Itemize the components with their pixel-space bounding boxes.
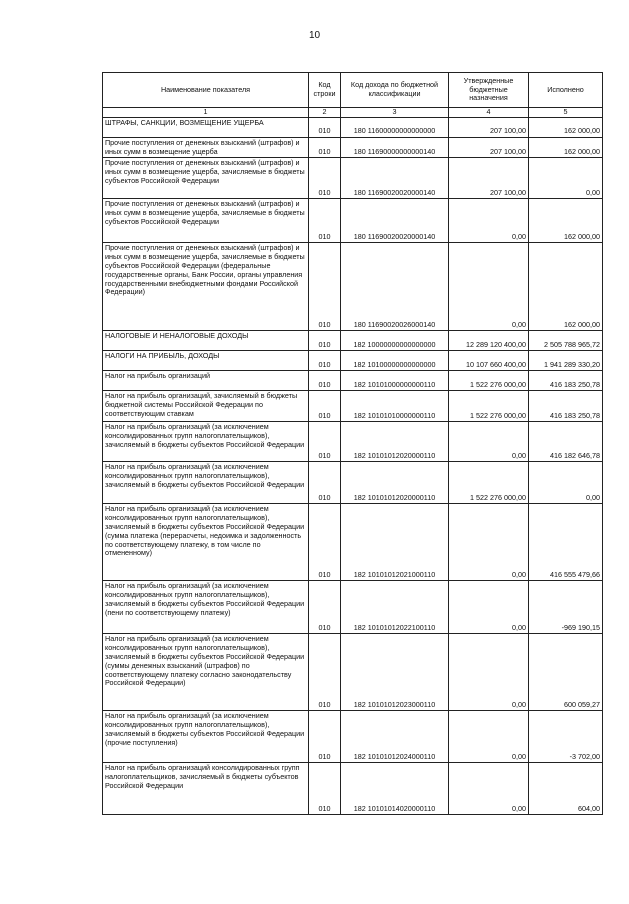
executed-amount-cell: 416 183 250,78 <box>529 371 603 391</box>
executed-amount-cell: 162 000,00 <box>529 137 603 158</box>
executed-amount-cell: 162 000,00 <box>529 117 603 137</box>
table-row <box>103 504 603 581</box>
row-code-cell: 010 <box>309 137 341 158</box>
header-budget-code: Код дохода по бюджетной классификации <box>341 73 449 108</box>
approved-amount-cell: 207 100,00 <box>449 117 529 137</box>
executed-amount-cell: -3 702,00 <box>529 711 603 763</box>
table-row <box>103 391 603 422</box>
approved-amount-cell: 0,00 <box>449 634 529 711</box>
row-code-cell: 010 <box>309 117 341 137</box>
row-code-cell: 010 <box>309 158 341 199</box>
budget-code-cell: 182 10101012021000110 <box>341 504 449 581</box>
row-code-cell: 010 <box>309 581 341 634</box>
table-row <box>103 763 603 815</box>
indicator-name-cell: Налог на прибыль организаций, зачисляемый в бюджеты бюджетной системы Российской Федерации по соответствующим ставкам <box>103 391 309 422</box>
indicator-name-cell: Налог на прибыль организаций (за исключением консолидированных групп налогоплательщиков), зачисляемый в бюджеты субъектов Российской Федерации <box>103 422 309 462</box>
budget-code-cell: 182 10101010000000110 <box>341 391 449 422</box>
indicator-name-cell: Налог на прибыль организаций (за исключением консолидированных групп налогоплательщиков), зачисляемый в бюджеты субъектов Российской Федерации <box>103 462 309 504</box>
approved-amount-cell: 0,00 <box>449 199 529 243</box>
budget-code-cell: 182 10101000000000110 <box>341 371 449 391</box>
budget-code-cell: 182 10101012024000110 <box>341 711 449 763</box>
executed-amount-cell: 162 000,00 <box>529 243 603 331</box>
indicator-name-cell: Прочие поступления от денежных взысканий (штрафов) и иных сумм в возмещение ущерба, зачисляемые в бюджеты субъектов Российской Федерации <box>103 158 309 199</box>
approved-amount-cell: 1 522 276 000,00 <box>449 371 529 391</box>
approved-amount-cell: 1 522 276 000,00 <box>449 391 529 422</box>
budget-code-cell: 180 11690020020000140 <box>341 158 449 199</box>
executed-amount-cell: 416 183 250,78 <box>529 391 603 422</box>
budget-code-cell: 182 10100000000000000 <box>341 351 449 371</box>
header-approved: Утвержденные бюджетные назначения <box>449 73 529 108</box>
column-number: 5 <box>529 108 603 118</box>
approved-amount-cell: 207 100,00 <box>449 137 529 158</box>
row-code-cell: 010 <box>309 391 341 422</box>
row-code-cell: 010 <box>309 634 341 711</box>
table-row <box>103 711 603 763</box>
indicator-name-cell: Налог на прибыль организаций (за исключением консолидированных групп налогоплательщиков), зачисляемый в бюджеты субъектов Российской Федерации (суммы денежных взысканий (штрафов) по соответствующему платежу согласно законодательству Российской Федерации) <box>103 634 309 711</box>
approved-amount-cell: 1 522 276 000,00 <box>449 462 529 504</box>
header-indicator-name: Наименование показателя <box>103 73 309 108</box>
column-numbers-row <box>103 108 603 118</box>
indicator-name-cell: Прочие поступления от денежных взысканий (штрафов) и иных сумм в возмещение ущерба <box>103 137 309 158</box>
executed-amount-cell: 162 000,00 <box>529 199 603 243</box>
column-number: 1 <box>103 108 309 118</box>
executed-amount-cell: -969 190,15 <box>529 581 603 634</box>
table-header-row <box>103 73 603 108</box>
budget-code-cell: 180 11690020026000140 <box>341 243 449 331</box>
indicator-name-cell: Прочие поступления от денежных взысканий (штрафов) и иных сумм в возмещение ущерба, зачисляемые в бюджеты субъектов Российской Федерации <box>103 199 309 243</box>
row-code-cell: 010 <box>309 763 341 815</box>
table-row <box>103 137 603 158</box>
executed-amount-cell: 0,00 <box>529 158 603 199</box>
indicator-name-cell: Налог на прибыль организаций (за исключением консолидированных групп налогоплательщиков), зачисляемый в бюджеты субъектов Российской Федерации (пени по соответствующему платежу) <box>103 581 309 634</box>
executed-amount-cell: 0,00 <box>529 462 603 504</box>
column-number: 4 <box>449 108 529 118</box>
executed-amount-cell: 416 555 479,66 <box>529 504 603 581</box>
approved-amount-cell: 0,00 <box>449 422 529 462</box>
budget-code-cell: 180 11600000000000000 <box>341 117 449 137</box>
approved-amount-cell: 0,00 <box>449 243 529 331</box>
row-code-cell: 010 <box>309 331 341 351</box>
budget-code-cell: 182 10101012020000110 <box>341 462 449 504</box>
table-row <box>103 199 603 243</box>
row-code-cell: 010 <box>309 422 341 462</box>
budget-code-cell: 180 11690000000000140 <box>341 137 449 158</box>
row-code-cell: 010 <box>309 711 341 763</box>
executed-amount-cell: 2 505 788 965,72 <box>529 331 603 351</box>
page-number: 10 <box>308 30 321 41</box>
table-row <box>103 371 603 391</box>
budget-code-cell: 182 10101012023000110 <box>341 634 449 711</box>
approved-amount-cell: 0,00 <box>449 763 529 815</box>
indicator-name-cell: НАЛОГИ НА ПРИБЫЛЬ, ДОХОДЫ <box>103 351 309 371</box>
header-executed: Исполнено <box>529 73 603 108</box>
budget-code-cell: 180 11690020020000140 <box>341 199 449 243</box>
row-code-cell: 010 <box>309 371 341 391</box>
approved-amount-cell: 0,00 <box>449 711 529 763</box>
column-number: 3 <box>341 108 449 118</box>
table-row <box>103 462 603 504</box>
table-row <box>103 351 603 371</box>
approved-amount-cell: 10 107 660 400,00 <box>449 351 529 371</box>
income-table <box>102 72 603 815</box>
table-row <box>103 634 603 711</box>
table-row <box>103 422 603 462</box>
row-code-cell: 010 <box>309 243 341 331</box>
budget-code-cell: 182 10101012020000110 <box>341 422 449 462</box>
row-code-cell: 010 <box>309 351 341 371</box>
budget-code-cell: 182 10000000000000000 <box>341 331 449 351</box>
table-row <box>103 243 603 331</box>
executed-amount-cell: 604,00 <box>529 763 603 815</box>
row-code-cell: 010 <box>309 504 341 581</box>
indicator-name-cell: Прочие поступления от денежных взысканий (штрафов) и иных сумм в возмещение ущерба, зачисляемые в бюджеты субъектов Российской Федерации (федеральные государственные органы, Банк России, органы управления государственными внебюджетными фондами Российской Федерации) <box>103 243 309 331</box>
table-row <box>103 117 603 137</box>
approved-amount-cell: 0,00 <box>449 504 529 581</box>
row-code-cell: 010 <box>309 462 341 504</box>
budget-code-cell: 182 10101012022100110 <box>341 581 449 634</box>
approved-amount-cell: 0,00 <box>449 581 529 634</box>
approved-amount-cell: 207 100,00 <box>449 158 529 199</box>
indicator-name-cell: Налог на прибыль организаций консолидированных групп налогоплательщиков, зачисляемый в бюджеты субъектов Российской Федерации <box>103 763 309 815</box>
indicator-name-cell: НАЛОГОВЫЕ И НЕНАЛОГОВЫЕ ДОХОДЫ <box>103 331 309 351</box>
column-number: 2 <box>309 108 341 118</box>
indicator-name-cell: ШТРАФЫ, САНКЦИИ, ВОЗМЕЩЕНИЕ УЩЕРБА <box>103 117 309 137</box>
row-code-cell: 010 <box>309 199 341 243</box>
table-row <box>103 581 603 634</box>
budget-code-cell: 182 10101014020000110 <box>341 763 449 815</box>
approved-amount-cell: 12 289 120 400,00 <box>449 331 529 351</box>
indicator-name-cell: Налог на прибыль организаций <box>103 371 309 391</box>
executed-amount-cell: 600 059,27 <box>529 634 603 711</box>
table-row <box>103 331 603 351</box>
table-row <box>103 158 603 199</box>
indicator-name-cell: Налог на прибыль организаций (за исключением консолидированных групп налогоплательщиков), зачисляемый в бюджеты субъектов Российской Федерации (сумма платежа (перерасчеты, недоимка и задолженность по соответствующему платежу, в том числе по отмененному) <box>103 504 309 581</box>
executed-amount-cell: 1 941 289 330,20 <box>529 351 603 371</box>
executed-amount-cell: 416 182 646,78 <box>529 422 603 462</box>
indicator-name-cell: Налог на прибыль организаций (за исключением консолидированных групп налогоплательщиков), зачисляемый в бюджеты субъектов Российской Федерации (прочие поступления) <box>103 711 309 763</box>
header-row-code: Код строки <box>309 73 341 108</box>
